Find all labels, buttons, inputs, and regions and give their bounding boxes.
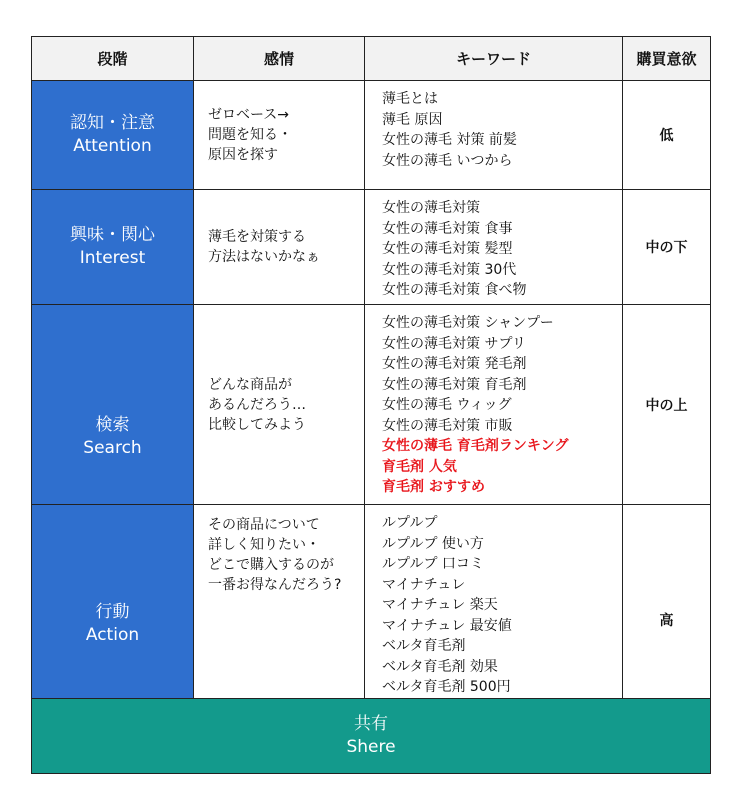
emotion-line: あるんだろう… bbox=[208, 396, 306, 413]
keyword: 薄毛とは bbox=[382, 91, 438, 107]
emotion-line: 原因を探す bbox=[208, 147, 278, 163]
stage-label-ja: 認知・注意 bbox=[70, 113, 155, 133]
keyword: 女性の薄毛対策 発毛剤 bbox=[382, 356, 527, 372]
stage-label-en: Interest bbox=[79, 248, 146, 268]
keyword-highlight: 育毛剤 おすすめ bbox=[382, 479, 486, 495]
keyword: マイナチュレ 最安値 bbox=[382, 617, 512, 634]
keyword: 女性の薄毛対策 シャンプー bbox=[382, 315, 554, 331]
share-label-ja: 共有 bbox=[354, 713, 388, 734]
keyword: 女性の薄毛 ウィッグ bbox=[382, 397, 512, 413]
stage-label-ja: 興味・関心 bbox=[70, 225, 155, 245]
purchase-intent-cell: 高 bbox=[623, 505, 711, 699]
keywords-cell bbox=[365, 81, 623, 190]
share-label-en: Shere bbox=[346, 736, 396, 757]
header-emotion: 感情 bbox=[194, 37, 365, 81]
table-row bbox=[32, 190, 711, 305]
emotion-cell bbox=[194, 505, 365, 699]
purchase-intent-cell: 低 bbox=[623, 81, 711, 190]
aisas-table bbox=[31, 36, 711, 774]
purchase-intent-cell: 中の上 bbox=[623, 305, 711, 505]
keyword: ルプルプ 使い方 bbox=[382, 535, 484, 552]
emotion-line: 比較してみよう bbox=[208, 416, 306, 433]
stage-cell bbox=[32, 190, 194, 305]
stage-cell bbox=[32, 505, 194, 699]
emotion-line: どこで購入するのが bbox=[208, 557, 334, 573]
stage-label-ja: 行動 bbox=[95, 602, 130, 623]
emotion-line: どんな商品が bbox=[208, 376, 292, 393]
keyword: ルプルプ 口コミ bbox=[382, 556, 484, 572]
table-row bbox=[32, 81, 711, 190]
share-cell bbox=[32, 698, 711, 773]
header-intent: 購買意欲 bbox=[623, 37, 711, 81]
keyword: ルプルプ bbox=[382, 515, 438, 531]
keyword-highlight: 女性の薄毛 育毛剤ランキング bbox=[382, 438, 569, 454]
keyword: ベルタ育毛剤 bbox=[382, 638, 466, 654]
header-keywords: キーワード bbox=[365, 37, 623, 81]
emotion-line: 詳しく知りたい・ bbox=[208, 537, 320, 553]
share-row bbox=[32, 698, 711, 773]
table-row bbox=[32, 505, 711, 699]
emotion-line: 一番お得なんだろう? bbox=[208, 577, 342, 593]
stage-label-ja: 検索 bbox=[95, 414, 130, 435]
stage-label-en: Attention bbox=[73, 136, 152, 156]
keyword: 女性の薄毛対策 食べ物 bbox=[382, 282, 527, 298]
keyword: 薄毛 原因 bbox=[382, 111, 443, 128]
keyword: 女性の薄毛対策 食事 bbox=[382, 220, 513, 237]
stage-cell bbox=[32, 305, 194, 505]
keywords-cell bbox=[365, 505, 623, 699]
emotion-line: 薄毛を対策する bbox=[208, 229, 306, 245]
stage-cell bbox=[32, 81, 194, 190]
emotion-line: 方法はないかなぁ bbox=[208, 249, 320, 265]
stage-label-en: Action bbox=[85, 625, 140, 646]
table-body bbox=[32, 81, 711, 699]
keyword: 女性の薄毛 対策 前髪 bbox=[382, 132, 517, 148]
emotion-line: その商品について bbox=[208, 517, 320, 533]
keyword: 女性の薄毛対策 bbox=[382, 200, 480, 216]
emotion-line: 問題を知る・ bbox=[208, 127, 292, 143]
keyword: 女性の薄毛対策 育毛剤 bbox=[382, 376, 527, 393]
keyword: 女性の薄毛対策 髪型 bbox=[382, 241, 513, 257]
table-row bbox=[32, 305, 711, 505]
purchase-intent-cell: 中の下 bbox=[623, 190, 711, 305]
keyword: 女性の薄毛 いつから bbox=[382, 152, 513, 169]
keyword: ベルタ育毛剤 効果 bbox=[382, 658, 498, 675]
emotion-line: ゼロベース→ bbox=[208, 107, 290, 123]
keyword-highlight: 育毛剤 人気 bbox=[382, 458, 457, 475]
emotion-cell bbox=[194, 305, 365, 505]
keyword: 女性の薄毛対策 30代 bbox=[382, 261, 517, 278]
keyword: 女性の薄毛対策 市販 bbox=[382, 417, 513, 434]
keywords-cell bbox=[365, 305, 623, 505]
keyword: 女性の薄毛対策 サプリ bbox=[382, 335, 526, 352]
header-stage: 段階 bbox=[32, 37, 194, 81]
keyword: ベルタ育毛剤 500円 bbox=[382, 679, 511, 695]
header-row bbox=[32, 37, 711, 81]
emotion-cell bbox=[194, 81, 365, 190]
stage-label-en: Search bbox=[83, 437, 142, 458]
keyword: マイナチュレ bbox=[382, 576, 466, 593]
keyword: マイナチュレ 楽天 bbox=[382, 597, 498, 613]
emotion-cell bbox=[194, 190, 365, 305]
keywords-cell bbox=[365, 190, 623, 305]
